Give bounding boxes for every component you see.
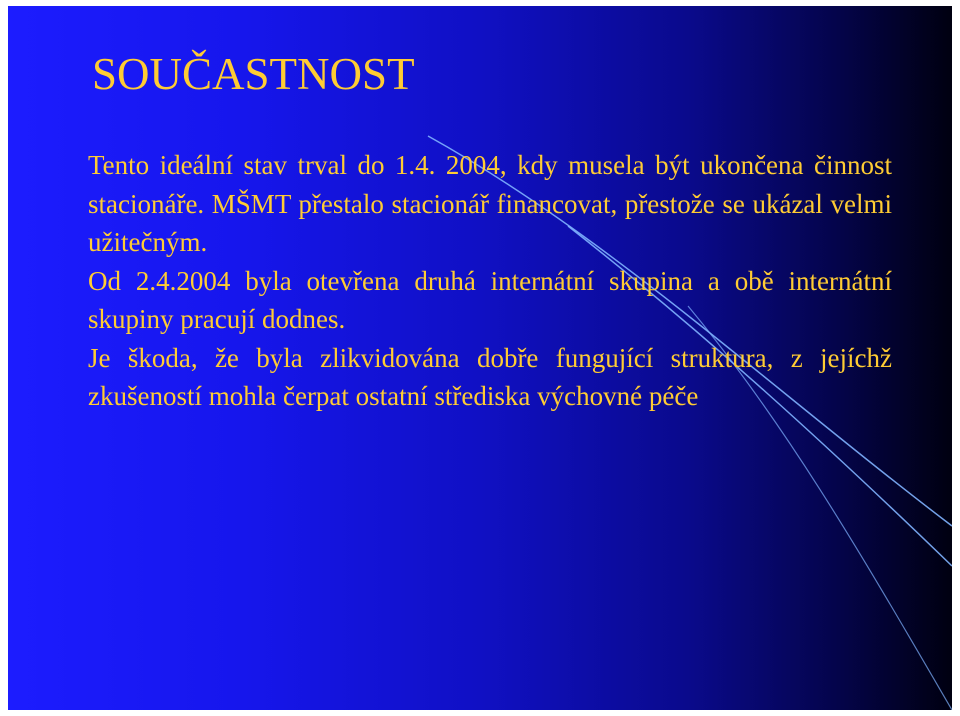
slide bbox=[8, 6, 952, 710]
slide-body bbox=[88, 146, 892, 416]
paragraph-1: Tento ideální stav trval do 1.4. 2004, kdy musela být ukončena činnost stacionáře. MŠMT přestalo stacionář financovat, přestože se ukázal velmi užitečným. bbox=[88, 150, 892, 257]
slide-title: SOUČASTNOST bbox=[92, 49, 415, 99]
paragraph-2: Od 2.4.2004 byla otevřena druhá internátní skupina a obě internátní skupiny pracují dodnes. bbox=[88, 265, 892, 334]
paragraph-3: Je škoda, že byla zlikvidována dobře fungující struktura, z jejíchž zkušeností mohla čerpat ostatní střediska výchovné péče bbox=[88, 342, 892, 411]
